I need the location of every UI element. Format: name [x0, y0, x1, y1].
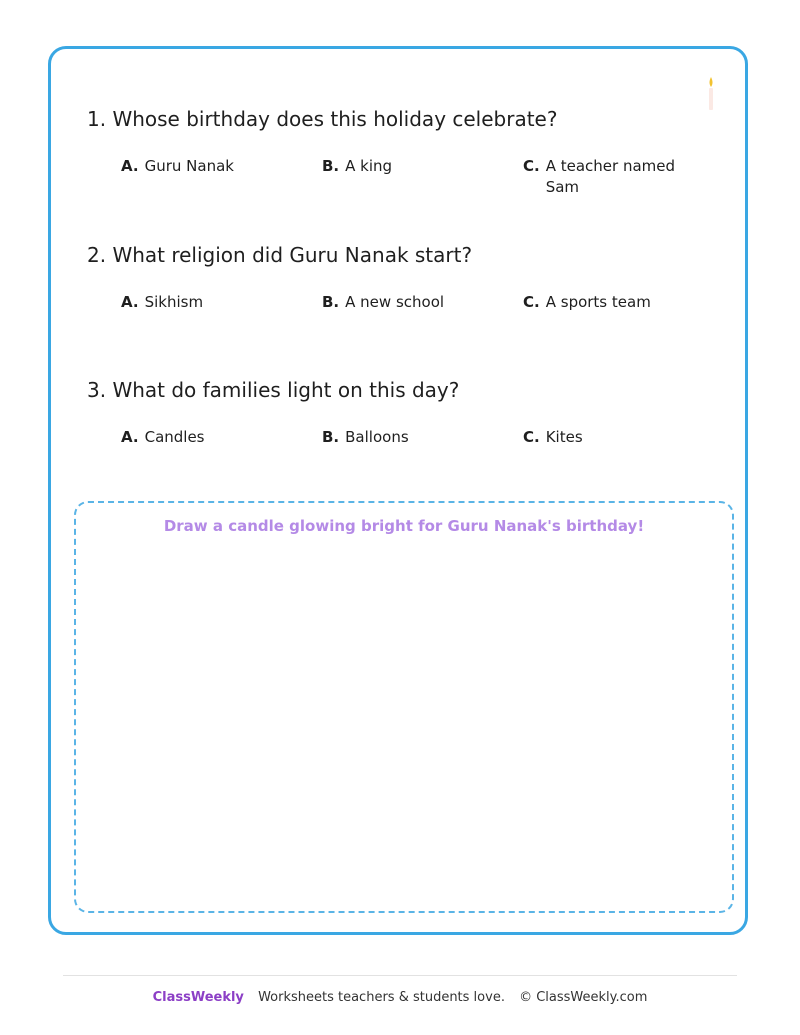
- option-letter: B.: [322, 428, 340, 446]
- option-text: A teacher named Sam: [545, 157, 676, 196]
- question-3: [87, 377, 707, 475]
- options-row: [87, 292, 707, 340]
- drawing-area[interactable]: [74, 501, 734, 913]
- footer: [0, 990, 800, 1005]
- option-text: Sikhism: [144, 293, 204, 311]
- footer-tagline: Worksheets teachers & students love.: [258, 990, 505, 1005]
- footer-brand: ClassWeekly: [152, 990, 244, 1005]
- option-c[interactable]: [523, 292, 693, 313]
- option-c[interactable]: [523, 156, 693, 198]
- candle-icon: [706, 75, 716, 111]
- option-b[interactable]: [322, 292, 502, 313]
- option-letter: A.: [121, 428, 139, 446]
- option-letter: A.: [121, 293, 139, 311]
- option-text: Candles: [144, 428, 205, 446]
- option-letter: C.: [523, 293, 540, 311]
- option-b[interactable]: [322, 156, 502, 177]
- option-text: Balloons: [345, 428, 409, 446]
- option-letter: B.: [322, 157, 340, 175]
- option-text: A sports team: [545, 293, 651, 311]
- footer-divider: [63, 975, 737, 976]
- option-a[interactable]: [121, 427, 301, 448]
- option-a[interactable]: [121, 292, 301, 313]
- option-a[interactable]: [121, 156, 301, 177]
- option-text: A new school: [345, 293, 445, 311]
- option-letter: C.: [523, 157, 540, 175]
- question-title: 3. What do families light on this day?: [87, 378, 460, 402]
- option-letter: C.: [523, 428, 540, 446]
- options-row: [87, 156, 707, 204]
- option-letter: B.: [322, 293, 340, 311]
- option-text: A king: [345, 157, 393, 175]
- option-letter: A.: [121, 157, 139, 175]
- question-2: [87, 242, 707, 340]
- footer-copyright: © ClassWeekly.com: [519, 990, 648, 1005]
- option-c[interactable]: [523, 427, 693, 448]
- worksheet-card: [48, 46, 748, 935]
- option-text: Kites: [545, 428, 583, 446]
- option-text: Guru Nanak: [144, 157, 234, 175]
- question-title: 1. Whose birthday does this holiday celebrate?: [87, 107, 558, 131]
- question-1: [87, 106, 707, 204]
- options-row: [87, 427, 707, 475]
- drawing-prompt: Draw a candle glowing bright for Guru Nanak's birthday!: [163, 517, 645, 535]
- question-title: 2. What religion did Guru Nanak start?: [87, 243, 473, 267]
- option-b[interactable]: [322, 427, 502, 448]
